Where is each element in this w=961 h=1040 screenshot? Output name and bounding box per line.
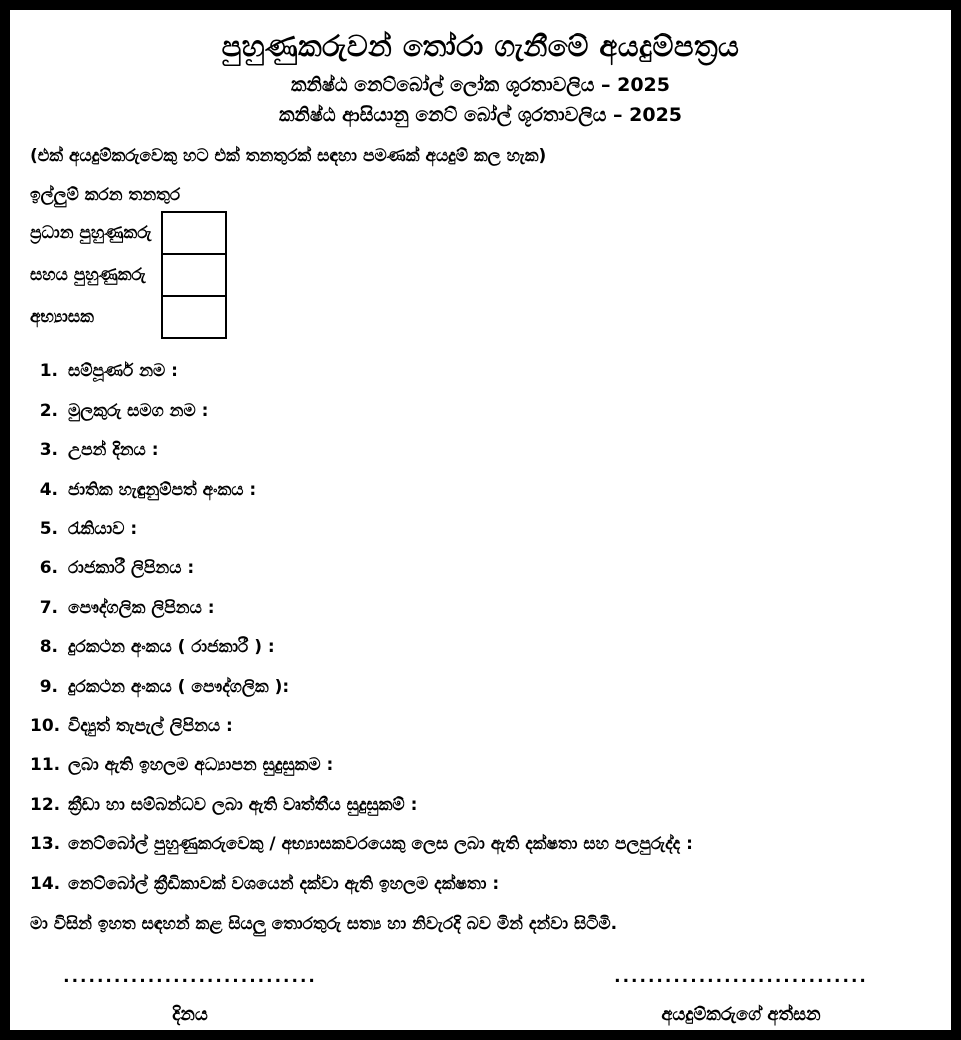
post-selection-table	[30, 211, 227, 339]
post-checkbox-head-coach[interactable]	[162, 212, 226, 254]
post-checkbox-trainer[interactable]	[162, 296, 226, 338]
item-number: 3.	[39, 440, 58, 461]
date-dotted-line: ..............................	[63, 967, 317, 987]
list-item	[30, 361, 931, 381]
list-item	[30, 716, 931, 736]
item-number: 13.	[30, 834, 61, 855]
list-item	[30, 440, 931, 460]
item-text: දුරකථන අංකය ( පෞද්ගලික ):	[68, 676, 290, 697]
list-item	[30, 598, 931, 618]
list-item	[30, 795, 931, 815]
application-note: (එක් අයදුම්කරුවෙකු හට එක් තනතුරක් සඳහා පමණක් අයදුම් කල හැක)	[30, 146, 547, 167]
item-number: 12.	[30, 794, 61, 815]
signature-block	[591, 969, 891, 1025]
declaration-text: මා විසින් ඉහත සඳහන් කළ සියලු තොරතුරු සත්‍ය හා නිවැරදි බව මින් දන්වා සිටිමි.	[30, 913, 618, 934]
item-number: 2.	[39, 400, 58, 421]
item-text: ක්‍රීඩා හා සම්බන්ධව ලබා ඇති වෘත්තීය සුදුසුකම් :	[68, 794, 418, 815]
signature-label: අයදුම්කරුගේ අත්සන	[661, 1004, 821, 1025]
item-text: ජාතික හැඳුනුම්පත් අංකය :	[68, 479, 257, 500]
item-text: නෙට්බෝල් පුහුණුකරුවෙකු / අභ්‍යාසකවරයෙකු ලෙස ලබා ඇති දක්ෂතා සහ පලපුරුද්ද :	[68, 834, 693, 855]
list-item	[30, 755, 931, 775]
table-row	[30, 296, 226, 338]
list-item	[30, 834, 931, 854]
post-checkbox-assistant-coach[interactable]	[162, 254, 226, 296]
list-item	[30, 401, 931, 421]
list-item	[30, 874, 931, 894]
item-text: රැකියාව :	[68, 519, 138, 539]
signature-dotted-line: ..............................	[614, 967, 868, 987]
item-text: ලබා ඇති ඉහලම අධ්‍යාපන සුදුසුකම :	[68, 755, 334, 776]
post-label-head-coach: ප්‍රධාන පුහුණුකරු	[30, 223, 152, 244]
list-item	[30, 558, 931, 578]
post-label-assistant-coach: සහය පුහුණුකරු	[30, 265, 146, 286]
item-number: 4.	[39, 479, 58, 500]
item-number: 14.	[30, 873, 61, 894]
post-label-trainer: අභ්‍යාසක	[30, 307, 94, 328]
item-text: දුරකථන අංකය ( රාජකාරී ) :	[68, 637, 275, 658]
list-item	[30, 637, 931, 657]
item-number: 8.	[39, 637, 58, 658]
subtitle-world-championship: කනිෂ්ඨ නෙට්බෝල් ලෝක ශූරතාවලිය – 2025	[290, 74, 670, 97]
date-block	[40, 969, 340, 1025]
item-number: 11.	[30, 755, 61, 776]
item-text: පෞද්ගලික ලිපිනය :	[68, 597, 215, 618]
item-text: මුලකුරු සමග නම :	[68, 400, 209, 421]
form-questions-list	[30, 361, 931, 893]
list-item	[30, 519, 931, 539]
item-text: උපන් දිනය :	[68, 440, 159, 461]
list-item	[30, 677, 931, 697]
item-number: 1.	[39, 361, 58, 382]
application-form-page	[10, 10, 951, 1030]
item-text: නෙට්බෝල් ක්‍රීඩිකාවක් වශයෙන් දක්වා ඇති ඉහලම දක්ෂතා :	[68, 873, 500, 894]
item-text: සම්පූර්ණ නම :	[68, 361, 178, 382]
item-number: 9.	[39, 676, 58, 697]
page-title: පුහුණුකරුවන් තෝරා ගැනීමේ අයදුම්පත්‍රය	[221, 29, 740, 63]
posts-heading: ඉල්ලුම් කරන තනතුර	[30, 185, 181, 206]
subtitle-asian-championship: කනිෂ්ඨ ආසියානු නෙට් බෝල් ශූරතාවලිය – 2025	[278, 103, 683, 126]
item-number: 6.	[39, 558, 58, 579]
item-text: විද්‍යුත් තැපැල් ලිපිනය :	[68, 715, 233, 736]
date-label: දිනය	[172, 1004, 208, 1025]
table-row	[30, 254, 226, 296]
item-number: 10.	[30, 715, 61, 736]
table-row	[30, 212, 226, 254]
list-item	[30, 480, 931, 500]
item-number: 5.	[39, 519, 58, 539]
item-number: 7.	[39, 597, 58, 618]
item-text: රාජකාරී ලිපිනය :	[68, 558, 195, 579]
signature-row	[30, 969, 931, 1025]
